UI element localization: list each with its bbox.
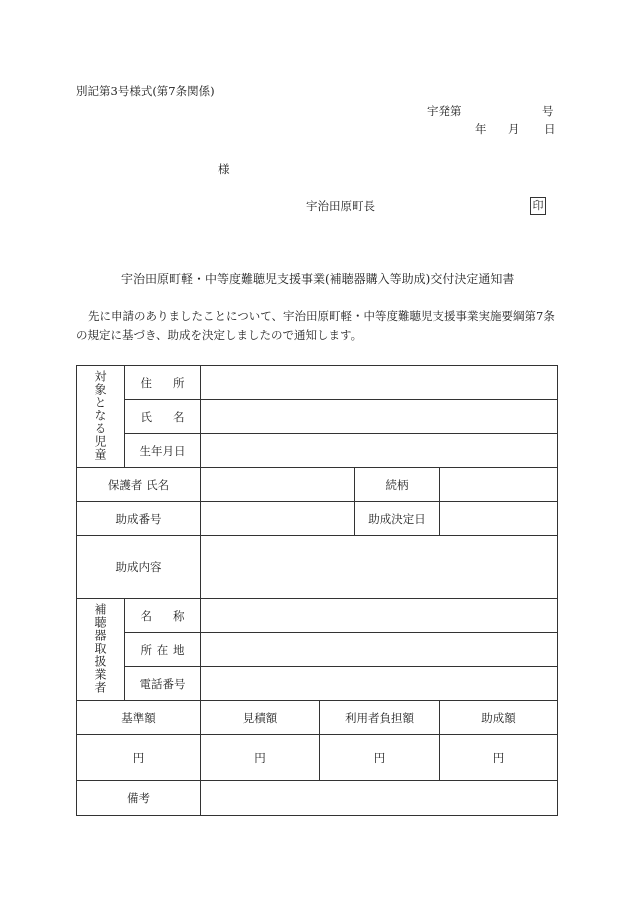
yen-unit: 円 bbox=[254, 750, 266, 765]
dealer-name-field[interactable] bbox=[201, 599, 558, 633]
dealer-location-field[interactable] bbox=[201, 633, 558, 667]
guardian-name-field[interactable] bbox=[201, 468, 355, 502]
grant-amount-label: 助成額 bbox=[440, 701, 558, 735]
standard-amount-label: 基準額 bbox=[77, 701, 201, 735]
grant-amount-field[interactable] bbox=[440, 735, 558, 781]
grant-content-field[interactable] bbox=[201, 536, 558, 599]
child-birthdate-label: 生年月日 bbox=[125, 434, 201, 468]
user-burden-label: 利用者負担額 bbox=[320, 701, 440, 735]
dealer-phone-field[interactable] bbox=[201, 667, 558, 701]
child-group-label: 対象となる児童 bbox=[77, 366, 125, 468]
child-address-label: 住所 bbox=[125, 366, 201, 400]
remarks-field[interactable] bbox=[201, 781, 558, 816]
date-year: 年 bbox=[475, 122, 487, 136]
estimate-amount-field[interactable] bbox=[201, 735, 320, 781]
body-text: 先に申請のありましたことについて、宇治田原町軽・中等度難聴児支援事業実施要綱第7条の規定に基づき、助成を決定しましたので通知します。 bbox=[76, 309, 555, 342]
grant-decision-date-field[interactable] bbox=[440, 502, 558, 536]
issuer: 宇治田原町長 bbox=[306, 199, 375, 213]
yen-unit: 円 bbox=[132, 750, 145, 765]
yen-unit: 円 bbox=[373, 750, 386, 765]
grant-decision-date-label: 助成決定日 bbox=[355, 502, 440, 536]
child-address-field[interactable] bbox=[201, 366, 558, 400]
doc-number-suffix: 号 bbox=[542, 104, 554, 118]
grant-number-label: 助成番号 bbox=[77, 502, 201, 536]
estimate-amount-label: 見積額 bbox=[201, 701, 320, 735]
grant-number-field[interactable] bbox=[201, 502, 355, 536]
dealer-phone-label: 電話番号 bbox=[125, 667, 201, 701]
form-table bbox=[76, 365, 558, 816]
dealer-location-label: 所在地 bbox=[125, 633, 201, 667]
date-month: 月 bbox=[508, 122, 520, 136]
document-title: 宇治田原町軽・中等度難聴児支援事業(補聴器購入等助成)交付決定通知書 bbox=[121, 272, 515, 286]
child-name-field[interactable] bbox=[201, 400, 558, 434]
relationship-field[interactable] bbox=[440, 468, 558, 502]
date-day: 日 bbox=[544, 122, 556, 136]
form-label: 別記第3号様式(第7条関係) bbox=[76, 84, 215, 98]
doc-number-prefix: 宇発第 bbox=[427, 104, 462, 118]
addressee-suffix: 様 bbox=[218, 162, 230, 176]
child-birthdate-field[interactable] bbox=[201, 434, 558, 468]
relationship-label: 続柄 bbox=[355, 468, 440, 502]
standard-amount-field[interactable] bbox=[77, 735, 201, 781]
child-name-label: 氏名 bbox=[125, 400, 201, 434]
dealer-group-label: 補聴器取扱業者 bbox=[77, 599, 125, 701]
dealer-name-label: 名称 bbox=[125, 599, 201, 633]
official-seal: 印 bbox=[530, 197, 546, 215]
remarks-label: 備考 bbox=[77, 781, 201, 816]
grant-content-label: 助成内容 bbox=[77, 536, 201, 599]
guardian-name-label: 保護者 氏名 bbox=[77, 468, 201, 502]
yen-unit: 円 bbox=[492, 750, 505, 765]
user-burden-field[interactable] bbox=[320, 735, 440, 781]
